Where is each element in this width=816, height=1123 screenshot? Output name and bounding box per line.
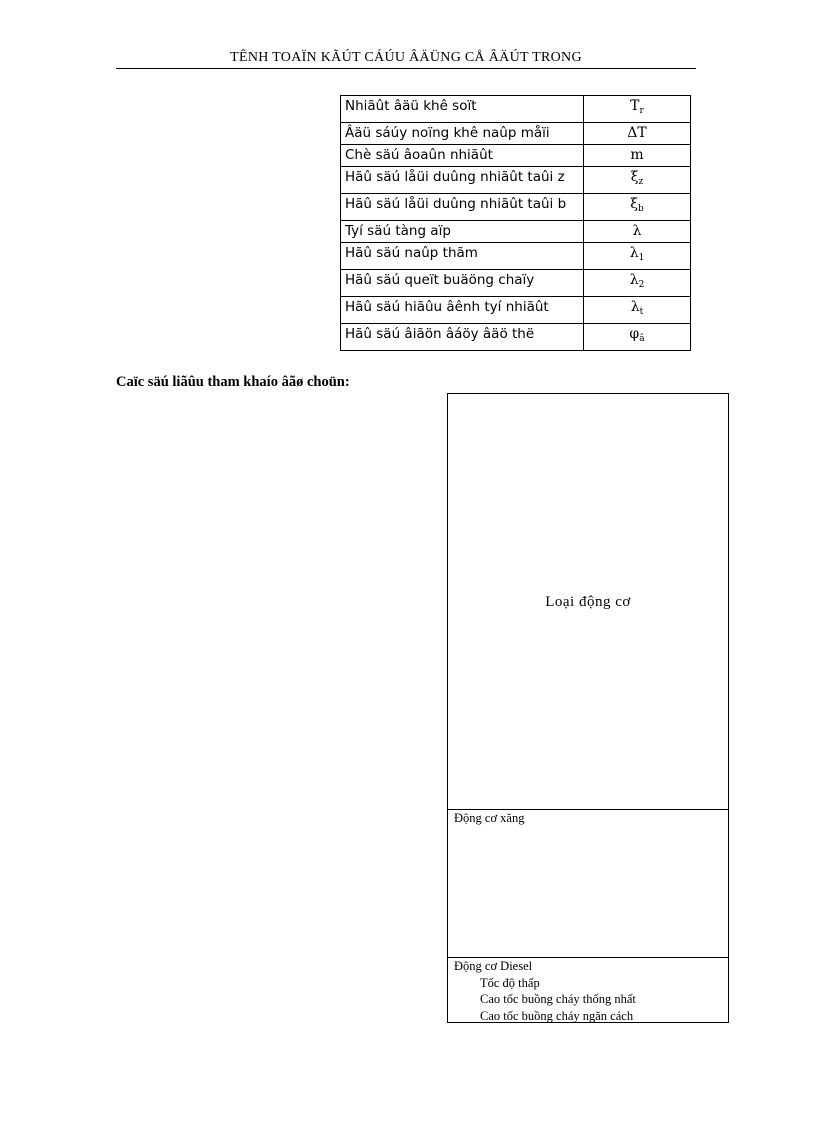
parameter-row xyxy=(341,324,691,351)
parameter-symbol-cell xyxy=(584,194,691,221)
parameter-label: Hãû säú âiãön âáöy âäö thë xyxy=(341,324,584,351)
page-header: TÊNH TOAÏN KÃÚT CÁÚU ÂÄÜNG CÅ ÂÄÚT TRONG xyxy=(116,48,696,69)
parameter-label: Tyí säú tàng aïp xyxy=(341,221,584,243)
parameter-row xyxy=(341,167,691,194)
parameter-symbol-cell xyxy=(584,96,691,123)
parameter-symbol: ξ xyxy=(630,169,639,185)
parameter-row xyxy=(341,297,691,324)
parameter-subscript: r xyxy=(639,106,644,116)
parameter-symbol: φ xyxy=(629,326,640,342)
engine-type-table xyxy=(447,393,729,1023)
parameter-symbol-cell xyxy=(584,324,691,351)
gasoline-engine-cell xyxy=(448,810,728,958)
parameter-label: Âäü sáúy noïng khê naûp måïi xyxy=(341,123,584,145)
parameter-row xyxy=(341,96,691,123)
parameter-row xyxy=(341,123,691,145)
parameter-symbol-cell xyxy=(584,243,691,270)
parameter-symbol-cell xyxy=(584,167,691,194)
parameter-symbol: λ xyxy=(632,223,642,239)
parameter-label: Hãû säú hiãûu âênh tyí nhiãût xyxy=(341,297,584,324)
parameter-row xyxy=(341,270,691,297)
parameter-symbol-cell xyxy=(584,145,691,167)
diesel-item-unified-chamber: Cao tốc buồng cháy thống nhất xyxy=(480,992,636,1006)
parameter-label: Nhiãût âäü khê soït xyxy=(341,96,584,123)
parameter-label: Chè säú âoaûn nhiãût xyxy=(341,145,584,167)
parameter-row xyxy=(341,221,691,243)
parameter-symbol: λ xyxy=(629,272,639,288)
section-heading: Caïc säú liãûu tham khaío âãø choün: xyxy=(116,374,350,390)
parameter-subscript: z xyxy=(638,177,644,187)
parameter-row xyxy=(341,243,691,270)
gasoline-engine-label: Động cơ xăng xyxy=(454,811,525,825)
parameter-row xyxy=(341,145,691,167)
engine-type-header-cell xyxy=(448,394,728,810)
parameter-subscript: â xyxy=(639,334,645,344)
diesel-engine-label: Động cơ Diesel xyxy=(454,959,533,973)
parameters-table xyxy=(340,95,691,351)
diesel-engine-cell xyxy=(448,958,728,1024)
parameter-label: Hãû säú låüi duûng nhiãût taûi b xyxy=(341,194,584,221)
parameter-symbol-cell xyxy=(584,123,691,145)
parameter-symbol: T xyxy=(630,98,640,114)
parameter-symbol: λ xyxy=(629,245,639,261)
parameter-symbol: ξ xyxy=(630,196,638,212)
parameter-symbol: ΔT xyxy=(627,125,647,141)
parameter-symbol: m xyxy=(630,147,644,163)
parameter-subscript: 2 xyxy=(638,280,645,290)
parameter-subscript: 1 xyxy=(638,253,645,263)
parameter-symbol: λ xyxy=(630,299,640,315)
diesel-item-divided-chamber: Cao tốc buồng cháy ngăn cách xyxy=(480,1008,634,1023)
parameter-symbol-cell xyxy=(584,270,691,297)
parameter-row xyxy=(341,194,691,221)
engine-type-header: Loại động cơ xyxy=(545,594,631,610)
parameter-subscript: b xyxy=(637,204,644,214)
parameter-symbol-cell xyxy=(584,297,691,324)
parameter-label: Hãû säú naûp thãm xyxy=(341,243,584,270)
parameter-label: Hãû säú låüi duûng nhiãût taûi z xyxy=(341,167,584,194)
diesel-item-low-speed: Tốc độ thấp xyxy=(480,975,540,990)
parameter-symbol-cell xyxy=(584,221,691,243)
parameter-label: Hãû säú queït buäöng chaïy xyxy=(341,270,584,297)
parameter-subscript: t xyxy=(639,307,644,317)
